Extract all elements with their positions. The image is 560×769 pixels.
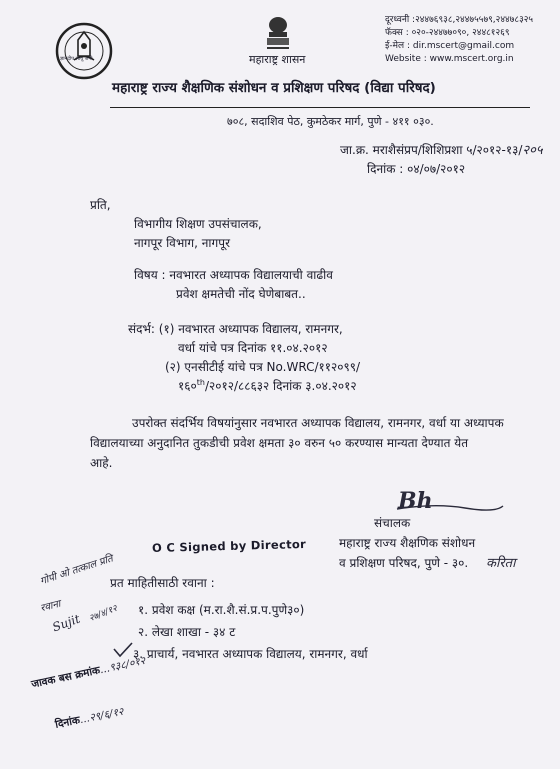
copies-heading: प्रत माहितीसाठी रवाना : [110, 576, 215, 590]
outward-number: ...९३८/०१२ [98, 654, 147, 677]
margin-note-2: रवाना [39, 598, 62, 615]
contact-block [385, 14, 533, 66]
outward-date-label: दिनांक [54, 714, 81, 731]
body-line-2: विद्यालयाच्या अनुदानित तुकडीची प्रवेश क्षमता ३० वरुन ५० करण्यास मान्यता देण्यात येत [90, 436, 469, 450]
signatory-org-2: व प्रशिक्षण परिषद, पुणे - ३०. [339, 556, 469, 570]
header-divider [110, 107, 530, 108]
margin-note-1: गोपी ओ तत्काल प्रति [38, 553, 115, 588]
margin-signature: Sujit [50, 611, 82, 635]
subject-line-1: विषय : नवभारत अध्यापक विद्यालयाची वाढीव [134, 268, 333, 282]
logo-motto: ज्ञानदीप लावू जगी [60, 56, 93, 62]
ashoka-emblem-icon [263, 14, 293, 50]
ref-line4-post: /२०१२/८८६३२ दिनांक ३.०४.२०१२ [204, 379, 357, 393]
body-line-1: उपरोक्त संदर्भिय विषयांनुसार नवभारत अध्यापक विद्यालय, रामनगर, वर्धा या अध्यापक [132, 416, 504, 430]
signatory-org-1: महाराष्ट्र राज्य शैक्षणिक संशोधन [339, 536, 476, 550]
copy-item-1: १. प्रवेश कक्ष (म.रा.शै.सं.प्र.प.पुणे३०) [138, 603, 305, 617]
copy-item-3: ३. प्राचार्य, नवभारत अध्यापक विद्यालय, रामनगर, वर्धा [133, 647, 368, 661]
recipient-line-2: नागपूर विभाग, नागपूर [134, 236, 231, 250]
copy-item-2: २. लेखा शाखा - ३४ ट [138, 625, 236, 639]
subject-line-2: प्रवेश क्षमतेची नोंद घेणेबाबत.. [176, 287, 306, 301]
email-text: ई-मेल : dir.mscert@gmail.com [385, 41, 515, 51]
website-text: Website : www.mscert.org.in [385, 54, 514, 64]
body-line-3: आहे. [90, 456, 113, 470]
ref-line4-sup: th [196, 378, 205, 387]
recipient-line-1: विभागीय शिक्षण उपसंचालक, [134, 217, 262, 231]
org-name: महाराष्ट्र राज्य शैक्षणिक संशोधन व प्रशिक्षण परिषद (विद्या परिषद) [112, 80, 436, 96]
fax-text: फॅक्स : ०२०-२४४७७०९०, २४४८१२६९ [385, 28, 510, 38]
ref-line4-pre: १६० [178, 379, 197, 393]
signatory-handwritten: करिता [486, 556, 516, 571]
org-address: ७०८, सदाशिव पेठ, कुमठेकर मार्ग, पुणे - ४११ ०३०. [227, 115, 434, 128]
ref-handwritten-no: २०५ [522, 143, 543, 158]
outward-date: ...२९/६/१२ [78, 705, 125, 727]
outward-stamp [30, 654, 147, 692]
letter-date: दिनांक : ०४/०७/२०१२ [367, 162, 466, 176]
ref-number-text: जा.क्र. मराशैसंप्रप/शिशिप्रशा ५/२०१२-१३/ [340, 143, 523, 157]
salutation-prati: प्रति, [90, 198, 111, 212]
reference-line-1: संदर्भ: (१) नवभारत अध्यापक विद्यालय, रामनगर, [128, 322, 343, 336]
reference-line-4 [178, 377, 357, 394]
signatory-title: संचालक [374, 516, 411, 530]
outward-label: जावक बस क्रमांक [30, 664, 102, 691]
margin-date: २७/४/१२ [87, 603, 119, 625]
reference-number [340, 140, 543, 158]
oc-signed-stamp: O C Signed by Director [151, 536, 307, 556]
signature-stroke-icon [395, 500, 505, 514]
outward-date-stamp [54, 705, 125, 732]
govt-label: महाराष्ट्र शासन [249, 53, 306, 66]
director-signature: Bh [398, 488, 433, 514]
reference-line-3: (२) एनसीटीई यांचे पत्र No.WRC/११२०९९/ [165, 360, 360, 374]
institution-logo-icon [54, 20, 114, 82]
reference-line-2: वर्धा यांचे पत्र दिनांक ११.०४.२०१२ [178, 341, 328, 355]
phone-text: दूरध्वनी :२४४७६९३८,२४४७५५७९,२४४७८३२५ [385, 15, 534, 25]
